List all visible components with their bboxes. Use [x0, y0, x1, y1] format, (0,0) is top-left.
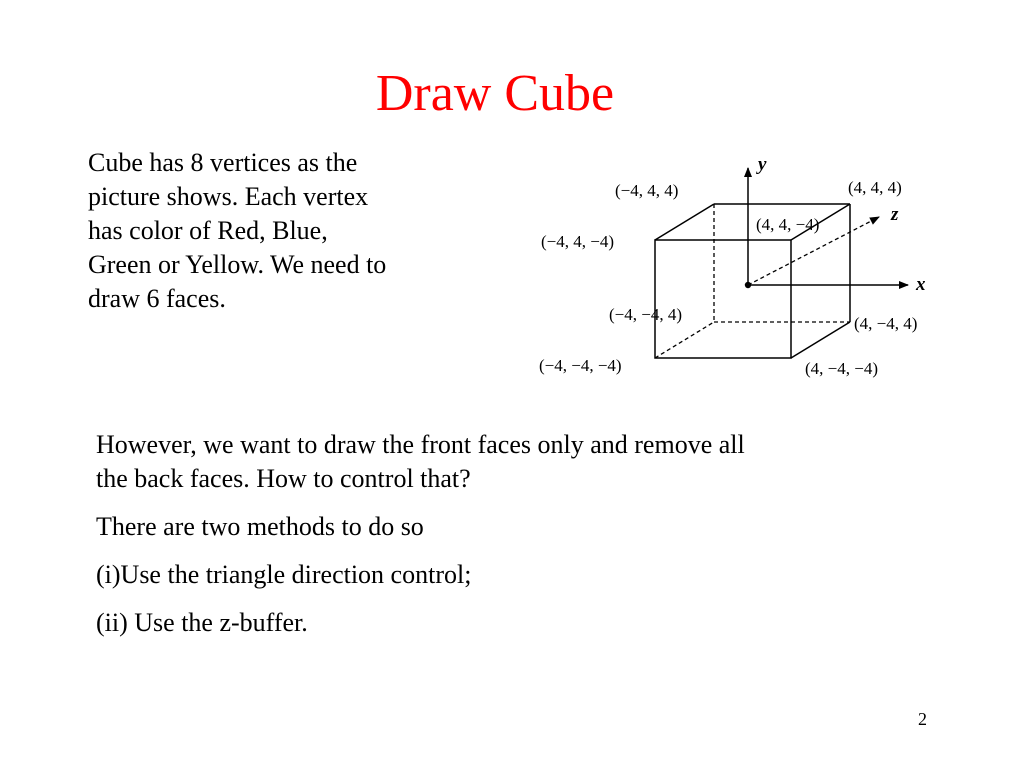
slide-title: Draw Cube	[375, 65, 615, 122]
intro-line: has color of Red, Blue,	[88, 216, 328, 245]
vertex-label: (4, −4, −4)	[805, 359, 878, 378]
vertex-label: (4, 4, 4)	[848, 178, 902, 197]
y-axis-label: y	[758, 154, 767, 175]
vertex-label: (4, −4, 4)	[854, 314, 918, 333]
vertex-label: (−4, 4, −4)	[541, 232, 614, 251]
vertex-label: (−4, 4, 4)	[615, 181, 679, 200]
body-paragraph: (ii) Use the z-buffer.	[96, 608, 308, 637]
intro-line: Green or Yellow. We need to	[88, 250, 387, 279]
page-number: 2	[918, 709, 927, 729]
cube-hidden-edge	[655, 322, 714, 358]
cube-edge	[791, 322, 850, 358]
intro-line: picture shows. Each vertex	[88, 182, 369, 211]
vertex-label: (−4, −4, 4)	[609, 305, 682, 324]
vertex-label: (4, 4, −4)	[756, 215, 820, 234]
vertex-label: (−4, −4, −4)	[539, 356, 622, 375]
x-axis-label: x	[916, 274, 926, 295]
cube-diagram	[520, 146, 970, 386]
body-paragraph: (i)Use the triangle direction control;	[96, 560, 472, 589]
body-text	[96, 428, 976, 654]
intro-line: Cube has 8 vertices as the	[88, 148, 358, 177]
z-axis-label: z	[891, 204, 899, 225]
body-paragraph: There are two methods to do so	[96, 512, 424, 541]
body-line: the back faces. How to control that?	[96, 464, 471, 493]
intro-line: draw 6 faces.	[88, 284, 226, 313]
origin-point	[745, 282, 751, 288]
cube-edge	[655, 204, 714, 240]
intro-paragraph	[88, 146, 488, 316]
body-line: However, we want to draw the front faces only and remove all	[96, 430, 745, 459]
cube-front-face	[655, 240, 791, 358]
body-paragraph	[96, 428, 976, 496]
